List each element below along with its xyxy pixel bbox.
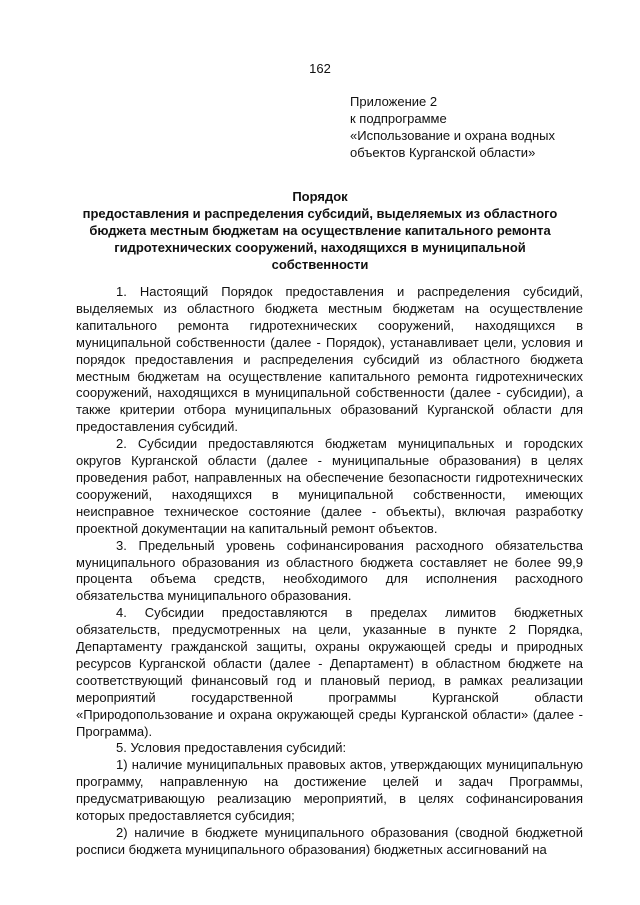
paragraph-5: 5. Условия предоставления субсидий:: [116, 740, 347, 756]
title-line: бюджета местным бюджетам на осуществление капитального ремонта: [89, 223, 551, 238]
appendix-line: объектов Курганской области»: [350, 145, 536, 160]
title-line: предоставления и распределения субсидий, выделяемых из областного: [82, 206, 558, 221]
title-line: Порядок: [292, 189, 348, 204]
appendix-line: «Использование и охрана водных: [350, 128, 555, 143]
paragraph-3: 3. Предельный уровень софинансирования расходного обязательства муниципального образования из областного бюджета составляет не более 99,9 процента объема средств, необходимого для исполнения расходного обязательства муниципального образования.: [76, 537, 583, 604]
paragraph-5-2: 2) наличие в бюджете муниципального образования (сводной бюджетной росписи бюджета муниципального образования) бюджетных ассигнований на: [76, 825, 583, 857]
paragraph-4: 4. Субсидии предоставляются в пределах лимитов бюджетных обязательств, предусмотренных на цели, указанные в пункте 2 Порядка, Департаменту гражданской защиты, охраны окружающей среды и природных ресурсов Курганской области (далее - Департамент) в областном бюджете на соответствующий финансовый год и плановый период, в рамках реализации мероприятий государственной программы Курганской области «Природопользование и охрана окружающей среды Курганской области» (далее - Программа).: [76, 605, 583, 739]
paragraph-1: 1. Настоящий Порядок предоставления и распределения субсидий, выделяемых из областного бюджета местным бюджетам на осуществление капитального ремонта гидротехнических сооружений, находящихся в муниципальной собственности (далее - Порядок), устанавливает цели, условия и порядок предоставления и распределения субсидий из областного бюджета местным бюджетам на осуществление капитального ремонта гидротехнических сооружений, находящихся в муниципальной собственности (далее - субсидии), а также критерии отбора муниципальных образований Курганской области для предоставления субсидий.: [76, 284, 583, 435]
title-line: гидротехнических сооружений, находящихся в муниципальной: [114, 240, 526, 255]
paragraph-2: 2. Субсидии предоставляются бюджетам муниципальных и городских округов Курганской области (далее - муниципальные образования) в целях проведения работ, направленных на обеспечение безопасности гидротехнических сооружений, находящихся в муниципальной собственности, имеющих неисправное техническое состояние (далее - объекты), включая разработку проектной документации на капитальный ремонт объектов.: [76, 436, 583, 536]
page-number: 162: [309, 61, 331, 76]
paragraph-5-1: 1) наличие муниципальных правовых актов, утверждающих муниципальную программу, направленную на достижение целей и задач Программы, предусматривающую реализацию мероприятий, в целях софинансирования которых предоставляется субсидия;: [76, 757, 583, 824]
document-title: [70, 188, 570, 273]
appendix-line: Приложение 2: [350, 94, 438, 109]
appendix-header: [350, 93, 610, 161]
document-body: [76, 284, 583, 859]
title-line: собственности: [271, 257, 369, 272]
appendix-line: к подпрограмме: [350, 111, 447, 126]
